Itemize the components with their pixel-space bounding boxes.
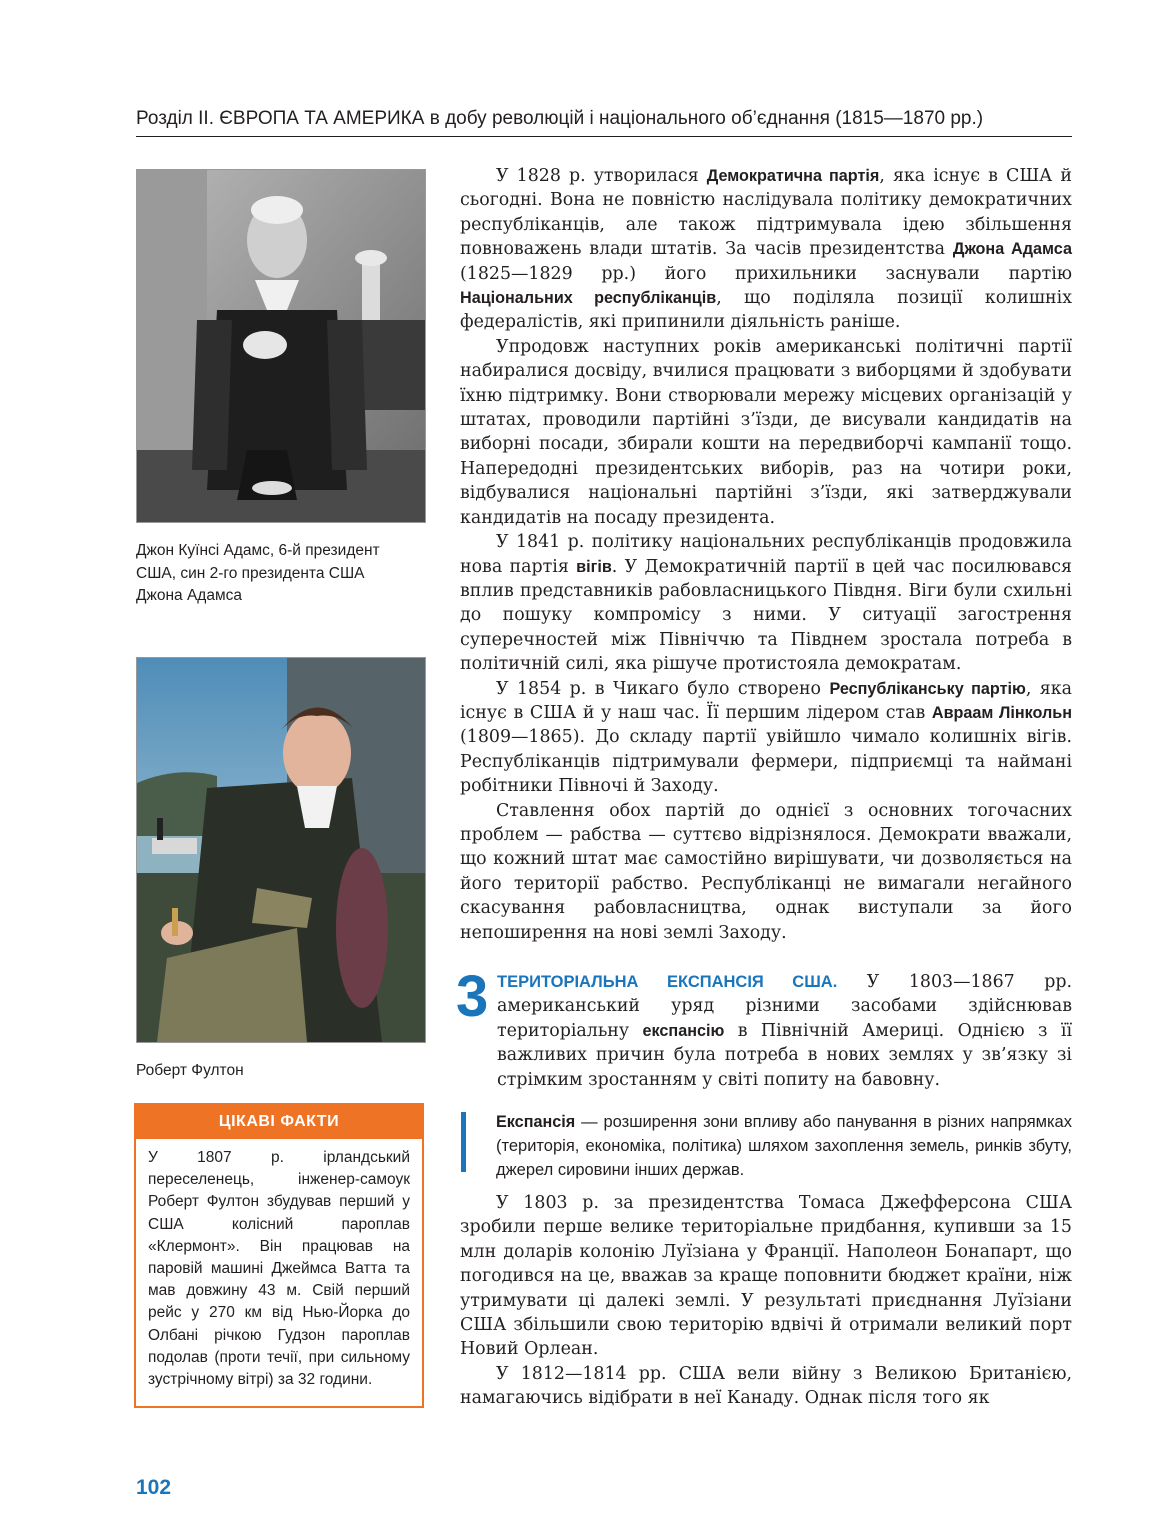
paragraph: Ставлення обох партій до однієї з основних тогочасних проблем — рабства — суттєво відрізнялося. Демократи вважали, що кожний штат має самостійно вирішувати, чи дозволяється на його території рабство. Республіканці не вимагали негайного скасування рабовласництва, однак виступали за його непоширення на нові землі Заходу.	[460, 800, 1072, 943]
header-rule	[136, 136, 1072, 137]
fulton-caption: Роберт Фултон	[136, 1062, 244, 1079]
page-number: 102	[136, 1476, 172, 1499]
definition-bar	[461, 1112, 466, 1172]
definition-term: Експансія	[496, 1113, 576, 1131]
main-text-lower	[460, 1191, 1072, 1411]
definition-box: Експансія — розширення зони впливу або панування в різних напрямках (територія, економіка, політика) шляхом захоплення земель, ринків збуту, джерел сировини інших держав.	[496, 1113, 1072, 1179]
interesting-facts-box	[134, 1103, 424, 1408]
section-intro	[497, 970, 1072, 1092]
section-text: У 1803—1867 рр. американський уряд різними засобами здійснював територіальну	[497, 972, 1072, 1041]
section-bold-term: експансію	[642, 1021, 725, 1040]
section-title: ТЕРИТОРІАЛЬНА ЕКСПАНСІЯ США.	[497, 973, 838, 991]
running-header: Розділ ІІ. ЄВРОПА ТА АМЕРИКА в добу революцій і національного об’єднання (1815—1870 рр.)	[136, 108, 984, 129]
facts-text: У 1807 р. ірландський переселенець, інженер-самоук Роберт Фултон збудував перший у США колісний пароплав «Клермонт». Він працював на паровій машині Джеймса Ватта та мав довжину 43 м. Свій перший рейс у 270 км від Нью-Йорка до Олбані річкою Гудзон пароплав подолав (проти течії, при сильному зустрічному вітрі) за 32 години.	[148, 1149, 410, 1389]
adams-caption	[136, 540, 426, 608]
fulton-portrait	[136, 657, 426, 1043]
caption-line: Джон Куїнсі Адамс, 6-й президент	[136, 542, 380, 559]
paragraph: У 1803 р. за президентства Томаса Джефферсона США зробили перше велике територіальне придбання, купивши за 15 млн доларів колонію Луїзіана у Франції. Наполеон Бонапарт, що погодився на це, вважав за краще поповнити бюджет країни, ніж утримувати ці далекі землі. У результаті приєднання Луїзіани США збільшили свою територію вдвічі й отримали великий порт Новий Орлеан.	[460, 1193, 1072, 1360]
section-text-end: в Північній Америці. Однією з її важливих причин була потреба в нових землях у зв’язку зі стрімким зростанням у світі попиту на бавовну.	[497, 1020, 1072, 1090]
paragraph: У 1841 р. політику національних республіканців продовжила нова партія вігів. У Демократичній партії в цей час посилювався вплив представників рабовласницького Півдня. Віги були схильні до пошуку компромісу з ними. У ситуації загострення суперечностей між Північчю та Півднем зростала потреба в політичній силі, яка рішуче протистояла демократам.	[460, 532, 1072, 675]
caption-line: США, син 2-го президента США	[136, 564, 365, 582]
paragraph: У 1828 р. утворилася Демократична партія, яка існує в США й сьогодні. Вона не повністю наслідувала політику демократичних республіканців, але також підтримувала ідею збільшення повноважень влади штатів. За часів президентства Джона Адамса (1825—1829 рр.) його прихильники заснували партію Національних республіканців, що поділяла позиції колишніх федералістів, які припинили діяльність раніше.	[460, 166, 1073, 333]
main-text-upper	[460, 164, 1072, 945]
caption-line: Джона Адамса	[136, 587, 243, 604]
paragraph	[497, 970, 1072, 1092]
paragraph: Упродовж наступних років американські політичні партії набиралися досвіду, вчилися працювати з виборцями й здобувати їхню підтримку. Вони створювали мережу місцевих організацій у штатах, проводили партійні з’їзди, де висували кандидатів на виборні посади, збирали кошти на передвиборчі кампанії тощо. Напередодні президентських виборів, раз на чотири роки, відбувалися національні партійні з’їзди, які затверджували кандидатів на посаду президента.	[460, 336, 1072, 528]
facts-title: ЦІКАВІ ФАКТИ	[136, 1105, 422, 1139]
paragraph: У 1812—1814 рр. США вели війну з Великою Британією, намагаючись відібрати в неї Канаду. Однак після того як	[460, 1363, 1072, 1409]
section-number: 3	[456, 964, 489, 1029]
paragraph: У 1854 р. в Чикаго було створено Республіканську партію, яка існує в США й у наш час. Її першим лідером став Авраам Лінкольн (1809—1865). До складу партії увійшло чимало колишніх вігів. Республіканців підтримували фермери, підприємці та наймані робітники Півночі й Заходу.	[460, 678, 1073, 797]
adams-portrait	[136, 169, 426, 523]
